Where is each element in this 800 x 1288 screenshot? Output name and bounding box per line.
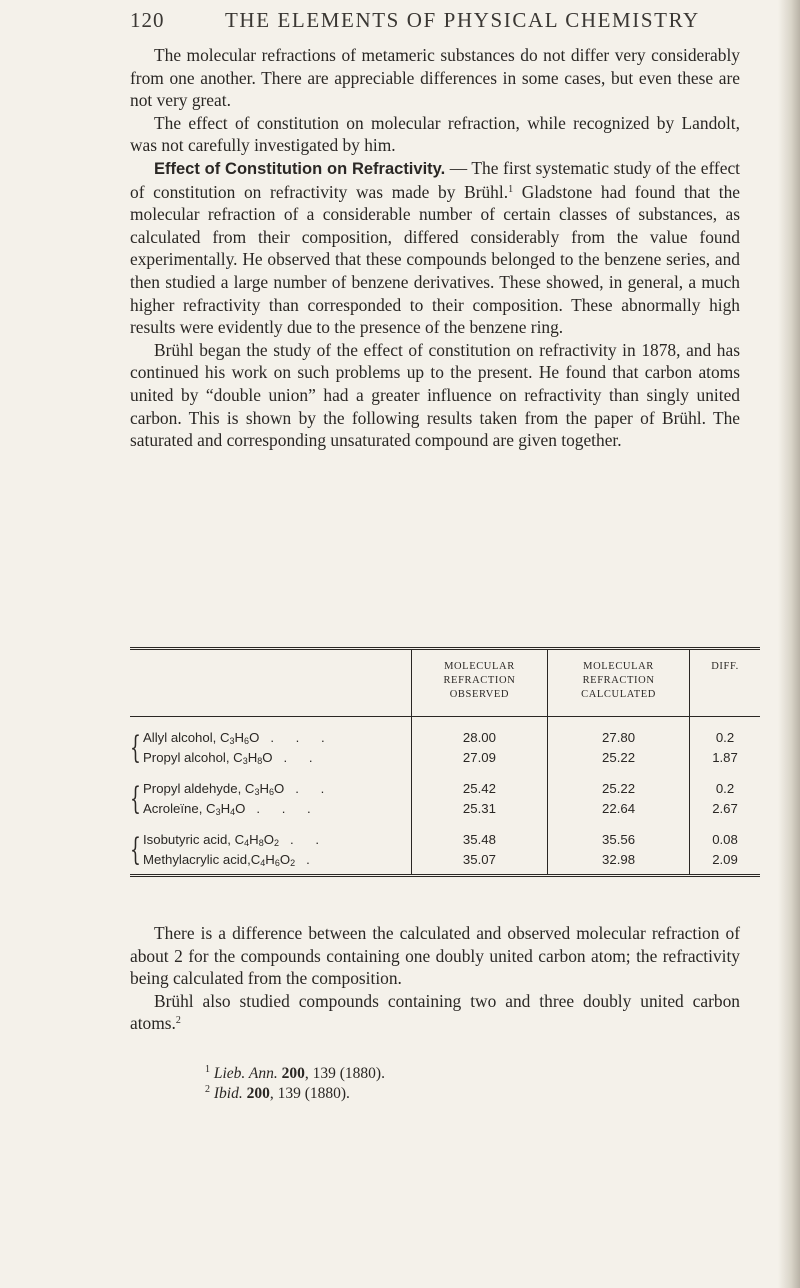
table-row xyxy=(130,779,760,799)
formula-subscript: 6 xyxy=(268,787,274,797)
formula-subscript: 8 xyxy=(257,756,263,766)
formula-element: O xyxy=(235,801,246,816)
leader-dots: . xyxy=(306,852,319,867)
diff-value: 0.2 xyxy=(690,779,760,799)
observed-value: 35.48 xyxy=(411,830,547,850)
formula-element: H xyxy=(249,832,259,847)
formula-subscript: 4 xyxy=(244,838,250,848)
formula-subscript: 4 xyxy=(230,807,236,817)
table-body xyxy=(130,717,760,875)
footnote-volume: 200 xyxy=(246,1084,270,1102)
formula-element: O xyxy=(279,852,291,867)
formula-element: H xyxy=(220,801,231,816)
section-heading: Effect of Constitution on Refractivity. xyxy=(154,159,446,178)
footnotes xyxy=(205,1064,705,1103)
leader-dots: . . xyxy=(295,781,334,796)
table-spacer-row xyxy=(130,717,760,729)
footnote-volume: 200 xyxy=(281,1065,305,1082)
compound-name: Propyl alcohol, C xyxy=(143,750,243,765)
table-row xyxy=(130,799,760,819)
compound-name: Acroleïne, C xyxy=(143,801,216,816)
compound-label xyxy=(130,832,328,847)
calculated-value: 32.98 xyxy=(548,850,690,870)
formula-element: H xyxy=(259,781,269,796)
calculated-value: 22.64 xyxy=(548,799,690,819)
calculated-value: 25.22 xyxy=(548,748,690,768)
table-bottom-rule xyxy=(130,874,760,877)
page-number: 120 xyxy=(130,8,165,32)
leader-dots: . . . xyxy=(256,801,320,816)
compound-name: Allyl alcohol, C xyxy=(143,730,230,745)
footnote-1 xyxy=(205,1064,705,1084)
compound-label xyxy=(130,852,319,867)
formula-subscript: 2 xyxy=(273,838,279,848)
observed-value: 28.00 xyxy=(411,728,547,748)
compound-name: Propyl aldehyde, C xyxy=(143,781,255,796)
observed-value: 27.09 xyxy=(411,748,547,768)
compound-name: Methylacrylic acid,C xyxy=(143,852,261,867)
formula-element: O xyxy=(262,750,273,765)
formula-element: O xyxy=(274,781,285,796)
formula-element: O xyxy=(263,832,274,847)
calculated-value: 27.80 xyxy=(548,728,690,748)
table-spacer-row xyxy=(130,819,760,830)
formula-subscript: 3 xyxy=(229,736,235,746)
compound-cell xyxy=(130,850,411,870)
paragraph-double-union xyxy=(130,990,740,1035)
footnote-rest: , 139 (1880). xyxy=(304,1065,385,1082)
formula-subscript: 4 xyxy=(260,858,266,868)
table-spacer-row xyxy=(130,768,760,779)
diff-value: 1.87 xyxy=(690,748,760,768)
compound-label xyxy=(130,730,334,745)
compound-label xyxy=(130,781,333,796)
observed-value: 25.42 xyxy=(411,779,547,799)
refraction-table xyxy=(130,647,760,877)
formula-subscript: 6 xyxy=(274,858,280,868)
observed-value: 35.07 xyxy=(411,850,547,870)
formula-subscript: 6 xyxy=(244,736,250,746)
diff-value: 0.08 xyxy=(690,830,760,850)
formula-subscript: 8 xyxy=(258,838,264,848)
formula-element: O xyxy=(249,730,260,745)
leader-dots: . . xyxy=(283,750,322,765)
compound-name: Isobutyric acid, C xyxy=(143,832,245,847)
formula-subscript: 3 xyxy=(254,787,260,797)
formula-subscript: 3 xyxy=(215,807,221,817)
paragraph-metameric: The molecular refractions of metameric substances do not differ very considerably from one another. There are appreciable differences in some cases, but even these are not very great. xyxy=(130,45,740,111)
body-text-top xyxy=(130,44,740,452)
compound-cell xyxy=(130,799,411,819)
diff-value: 2.67 xyxy=(690,799,760,819)
footnote-ref-2: 2 xyxy=(175,1015,181,1027)
compound-label xyxy=(130,750,322,765)
paragraph-constitution-body: Gladstone had found that the molecular refraction of a considerable number of certain classes of substances, as calculated from their composition, differed considerably from the value found experimentally. He observed that these compounds belonged to the benzene series, and then studied a large number of benzene derivatives. These showed, in general, a much higher refractivity than corresponded to their composition. These abnormally high results were evidently due to the presence of the benzene ring. xyxy=(130,181,740,338)
footnote-journal: Lieb. Ann. xyxy=(213,1065,278,1082)
formula-element: H xyxy=(234,730,245,745)
diff-value: 2.09 xyxy=(690,850,760,870)
table-row xyxy=(130,850,760,870)
formula-subscript: 3 xyxy=(242,756,248,766)
leader-dots: . . . xyxy=(270,730,334,745)
header-diff: DIFF. xyxy=(690,650,760,717)
compound-label xyxy=(130,801,320,816)
paragraph-double-union-text: Brühl also studied compounds containing two and three doubly united carbon atoms. xyxy=(130,990,740,1034)
group-brace: { xyxy=(130,832,141,868)
paragraph-constitution-intro: — The first systematic study of the effect of constitution on refractivity was made by Brühl. xyxy=(130,157,740,202)
formula-element: H xyxy=(247,750,258,765)
header-calculated: MOLECULAR REFRACTION CALCULATED xyxy=(548,650,690,717)
running-title: THE ELEMENTS OF PHYSICAL CHEMISTRY xyxy=(225,8,700,32)
table-row xyxy=(130,728,760,748)
observed-value: 25.31 xyxy=(411,799,547,819)
calculated-value: 25.22 xyxy=(548,779,690,799)
footnote-mark: 1 xyxy=(205,1064,210,1075)
footnote-2 xyxy=(205,1084,705,1104)
paragraph-difference: There is a difference between the calculated and observed molecular refraction of about 2 for the compounds containing one doubly united carbon atom; the refractivity being calculated from the composition. xyxy=(130,923,740,989)
table-row xyxy=(130,830,760,850)
paragraph-constitution xyxy=(130,157,740,339)
leader-dots: . . xyxy=(290,832,328,847)
header-observed: MOLECULAR REFRACTION OBSERVED xyxy=(411,650,547,717)
page-edge-shadow xyxy=(778,0,800,1288)
table-header-row xyxy=(130,650,760,717)
group-brace: { xyxy=(130,730,141,766)
formula-subscript: 2 xyxy=(290,858,296,868)
footnote-rest: , 139 (1880). xyxy=(269,1084,350,1102)
table-row xyxy=(130,748,760,768)
footnote-mark: 2 xyxy=(205,1083,210,1095)
formula-element: H xyxy=(265,852,275,867)
paragraph-landolt: The effect of constitution on molecular refraction, while recognized by Landolt, was not carefully investigated by him. xyxy=(130,112,740,156)
compound-cell xyxy=(130,748,411,768)
paragraph-bruhl-study: Brühl began the study of the effect of constitution on refractivity in 1878, and has continued his work on such problems up to the present. He found that carbon atoms united by “double union” had a greater influence on refractivity than singly united carbon. This is shown by the following results taken from the paper of Brühl. The saturated and corresponding unsaturated compound are given together. xyxy=(130,339,740,451)
calculated-value: 35.56 xyxy=(548,830,690,850)
header-compound xyxy=(130,650,411,717)
group-brace: { xyxy=(130,781,141,817)
footnote-journal: Ibid. xyxy=(213,1084,243,1102)
body-text-after-table xyxy=(130,922,740,1035)
diff-value: 0.2 xyxy=(690,728,760,748)
footnote-ref-1: 1 xyxy=(508,183,514,195)
